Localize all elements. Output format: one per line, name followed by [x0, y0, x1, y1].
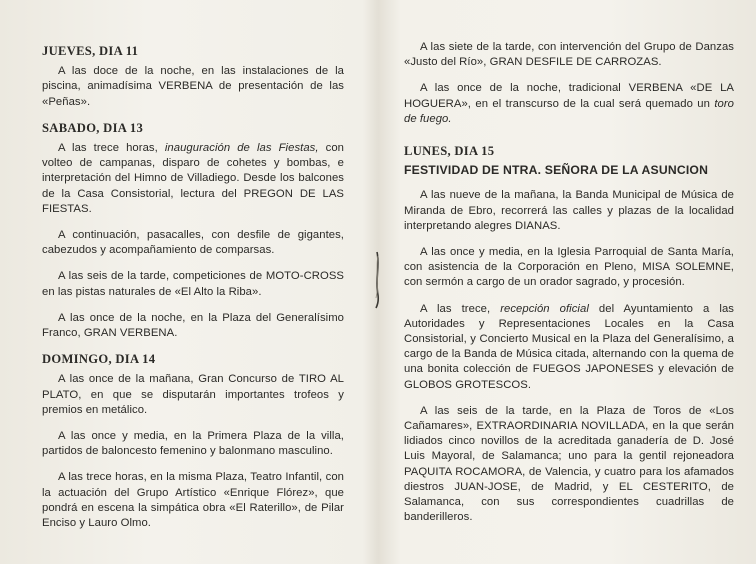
right-column	[404, 40, 734, 536]
section-sabado	[42, 121, 344, 341]
section-jueves	[42, 44, 344, 110]
day-heading: LUNES, DIA 15	[404, 144, 495, 159]
event-paragraph: A continuación, pasacalles, con desfile de gigantes, cabezudos y acompañamiento de comparsas.	[42, 229, 344, 257]
event-paragraph	[404, 302, 734, 393]
event-paragraph: A las once de la noche, en la Plaza del Generalísimo Franco, GRAN VERBENA.	[42, 311, 344, 340]
text-run: con volteo de campanas, disparo de cohetes y bombas, e interpretación del Himno de Villadiego. Desde los balcones de la Casa Consistorial, lectura del PREGON DE LAS FIESTAS.	[42, 142, 344, 215]
festivity-subheading: FESTIVIDAD DE NTRA. SEÑORA DE LA ASUNCION	[404, 163, 709, 178]
event-paragraph: A las trece horas, en la misma Plaza, Teatro Infantil, con la actuación del Grupo Artístico «Enrique Flórez», que pondrá en escena la simpática obra «El Raterillo», de Pilar Enciso y Lauro Olmo.	[42, 471, 344, 530]
right-page	[378, 0, 756, 564]
event-paragraph: A las doce de la noche, en las instalaciones de la piscina, animadísima VERBENA de presentación de las «Peñas».	[42, 65, 344, 108]
italic-run: toro de fuego.	[404, 97, 734, 125]
left-column	[42, 44, 344, 542]
event-paragraph: A las once y media, en la Primera Plaza de la villa, partidos de baloncesto femenino y balonmano masculino.	[42, 430, 344, 458]
event-paragraph: A las siete de la tarde, con intervención del Grupo de Danzas «Justo del Río», GRAN DESFILE DE CARROZAS.	[404, 41, 734, 69]
event-paragraph: A las nueve de la mañana, la Banda Municipal de Música de Miranda de Ebro, recorrerá las calles y plazas de la localidad interpretando alegres DIANAS.	[404, 189, 734, 232]
day-heading: SABADO, DIA 13	[42, 120, 144, 135]
section-domingo	[42, 352, 344, 531]
event-paragraph: A las seis de la tarde, en la Plaza de Toros de «Los Cañamares», EXTRAORDINARIA NOVILLADA, en la que serán lidiados cinco novillos de la acreditada ganadería de D. José Luis Mayoral, de Salamanca; uno para la gentil rejoneadora PAQUITA ROCAMORA, de Valencia, y cuatro para los afamados diestros JUAN-JOSE, de Madrid, y EL CESTERITO, de Salamanca, con sus correspondientes cuadrillas de banderilleros.	[404, 404, 734, 524]
text-run: del Ayuntamiento a las Autoridades y Representaciones Locales en la Casa Consistorial, y Concierto Musical en la Plaza del Generalísimo, a cargo de la Banda de Música citada, alternando con la quema de una bonita colección de FUEGOS JAPONESES y elevación de GLOBOS GROTESCOS.	[404, 302, 734, 391]
italic-run: inauguración de las Fiestas,	[164, 142, 319, 155]
italic-run: recepción oficial	[500, 302, 589, 315]
event-paragraph	[404, 81, 734, 127]
text-run: A las trece horas,	[58, 142, 165, 155]
event-paragraph: A las seis de la tarde, competiciones de MOTO-CROSS en las pistas naturales de «El Alto la Riba».	[42, 270, 344, 298]
text-run: A las once de la noche, tradicional VERBENA «DE LA HOGUERA», en el transcurso de la cual será quemado un	[404, 82, 734, 110]
event-paragraph	[42, 141, 344, 217]
day-heading: JUEVES, DIA 11	[42, 44, 139, 58]
day-heading: DOMINGO, DIA 14	[42, 352, 156, 367]
text-run: A las trece,	[420, 302, 501, 315]
event-paragraph: A las once y media, en la Iglesia Parroquial de Santa María, con asistencia de la Corporación en Pleno, MISA SOLEMNE, con sermón a cargo de un orador sagrado, y procesión.	[404, 246, 734, 289]
event-paragraph: A las once de la mañana, Gran Concurso de TIRO AL PLATO, en que se disputarán importantes trofeos y premios en metálico.	[42, 373, 344, 416]
